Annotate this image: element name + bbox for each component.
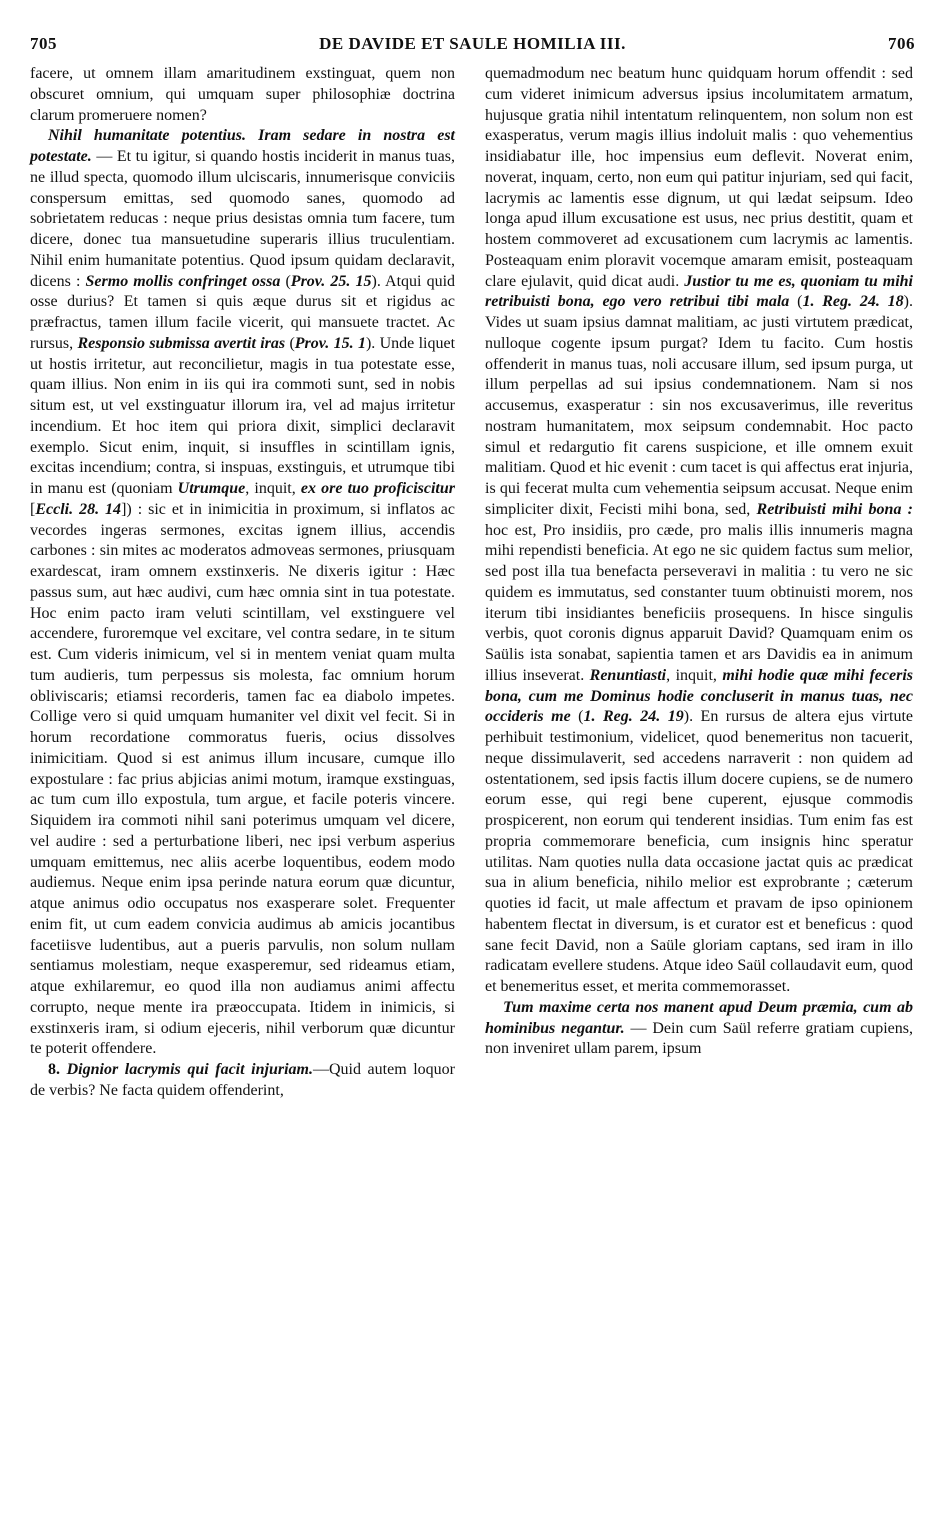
page-number-right: 706 — [888, 34, 915, 53]
left-column — [30, 64, 455, 1102]
paragraph-text: —Quid autem loquor de verbis? Ne facta quidem offenderint, — [30, 1061, 456, 1099]
scripture-quote: Renuntiasti — [589, 666, 667, 684]
paragraph-text: facere, ut omnem illam amaritudinem exstinguat, quem non obscuret omnium, qui umquam super philosophiæ doctrina clarum promeruere nomen? — [30, 65, 455, 124]
scripture-quote: Responsio submissa avertit iras — [77, 334, 286, 352]
section-heading: Nihil humanitate potentius. Iram sedare in nostra est potestate. — [30, 127, 455, 165]
paragraph-text: [ — [30, 500, 36, 518]
paragraph-text: ). Unde liquet ut hostis irritetur, aut reconcilietur, magis in tua potestate esse, quam illius. Non enim in iis qui ira commoti sunt, sed in nobis situm est, ut vel exstinguatur illorum ira, vel ad majus irritetur incendium. Et hoc item qui priora dixit, simplici declaravit exemplo. Sicut enim, inquit, si insuffles in scintillam ignis, excitas incendium; contra, si inspuas, exstinguis, et utrumque tibi in manu est (quoniam — [30, 334, 456, 497]
paragraph — [485, 998, 913, 1060]
section-number: 8. — [48, 1061, 60, 1078]
paragraph — [485, 64, 913, 998]
section-heading: Dignior lacrymis qui facit injuriam. — [66, 1061, 313, 1078]
page-number-left: 705 — [30, 34, 57, 53]
paragraph-text: — Et tu igitur, si quando hostis inciderit in manus tuas, ne illud specta, quomodo illum ulciscaris, innumerisque conviciis conspersum emittas, sed quomodo sanes, quomodo ad sobrietatem reducas : neque prius desistas omnia tum facere, tum dicere, donec tua mansuetudine superaris illius truculentiam. Nihil enim humanitate potentius. Quod ipsum quidam declaravit, dicens : — [30, 148, 455, 290]
scripture-reference: Prov. 25. 15 — [290, 272, 372, 290]
scripture-reference: Prov. 15. 1 — [294, 334, 366, 352]
paragraph-text: ). Atqui quid osse durius? Et tamen si quis æque durus sit et rigidus ac præfractus, tamen illum facile vicerit, qui mansuete tractet. Ac rursus, — [30, 272, 456, 352]
scripture-quote: Justior tu me es, quoniam tu mihi retribuisti bona, ego vero retribui tibi mala — [485, 272, 913, 311]
paragraph-text: quemadmodum nec beatum hunc quidquam horum offendit : sed cum videret inimicum adversus ipsius incolumitatem armatum, hujusque gratia nihil intentatum relinquentem, non solum non est exasperatus, verum magis illius indoluit malis : quo vehementius insidiabatur ille, hoc impensius eum deflevit. Noverat enim, noverat, inquam, certo, non eum qui patitur injuriam, sed qui facit, lacrymis ac lamentis esse dignum, ut qui lædat seipsum. Ideo longa apud illum excusatione est usus, nec prius destitit, quam et hostem commoveret ad excusationem cum lacrymis ac lamentis. Posteaquam enim ploravit vocemque amaram emisit, posteaquam clare ejulavit, quid dicat audi. — [485, 65, 913, 290]
right-column — [485, 64, 913, 1060]
scripture-quote: Sermo mollis confringet ossa — [85, 272, 281, 290]
scripture-reference: Eccli. 28. 14 — [35, 500, 122, 518]
paragraph-text: — Dein cum Saül referre gratiam cupiens, non inveniret ullam parem, ipsum — [485, 1019, 914, 1058]
paragraph-text: ). En rursus de altera ejus virtute perhibuit testimonium, videlicet, quod benemeritus non tacuerit, neque dissimulaverit, sed accedens narraverit : non quidem ad ostentationem, sed ipsis factis illum docere cupiens, se de numero eorum esse, qui regi bene cuperent, ejusque commodis prospicerent, non eorum qui tenderent insidias. Tum enim fas est propria commemorare beneficia, cum insignis hinc speratur utilitas. Nam quoties nulla data occasione jactat quis ac prædicat sua in alium beneficia, nihilo melior est exprobrante ; cæterum quoties id facit, ut male affectum et pravam de ipso opinionem habentem flectat in diversum, is et curator est et beneficus : quod sane fecit David, non a Saüle gloriam captans, sed iram in illo radicatam evellere studens. Atque ideo Saül collaudavit eum, quod et benemeritus esset, et merita commemorasset. — [485, 708, 914, 995]
scripture-quote: ex ore tuo proficiscitur — [300, 480, 455, 497]
paragraph-text: , inquit, — [666, 666, 723, 684]
section-heading: Tum maxime certa nos manent apud Deum præmia, cum ab hominibus negantur. — [485, 998, 913, 1037]
running-title: DE DAVIDE ET SAULE HOMILIA III. — [319, 34, 626, 53]
paragraph — [30, 64, 455, 126]
paragraph-text: ). Vides ut suam ipsius damnat malitiam, ac justi virtutem prædicat, nulloque cogente ipsum purgat? Idem tu facito. Cum hostis offenderit in manus tuas, noli accusare illum, sed ipsum purga, ut illum perpellas ad sui ipsius condemnationem. Nam si nos accusemus, exasperatur : sin nos excusaverimus, ille reveritus nostram humanitatem, mox seipsum condemnabit. Hoc pacto simul et redargutio fit carens suspicione, et ille omnem exuit malitiam. Quod et hic evenit : cum tacet is qui affectus erat injuria, is qui fecerat multa cum vehementia seipsum accusat. Neque enim simpliciter dixit, Fecisti mihi bona, sed, — [485, 293, 914, 518]
paragraph-text: ( — [570, 708, 584, 726]
paragraph-text: ]) : sic et in inimicitia in proximum, si inflatos ac vecordes ingeras sermones, excitas ignem illius, accendis carbones : sin mites ac moderatos admoveas sermones, priusquam exardescat, iram omnem exstinxeris. Ne dixeris igitur : Hæc passus sum, aut hæc audivi, cum hæc omnia sint in tua potestate. Hoc enim pacto iram veluti scintillam, vel exstinguere vel accendere, furoremque vel excitare, vel contra sedare, in te situm est. Cum videris inimicum, vel si in mentem veniat quam multa tum audieris, tum perpessus sis molesta, fac omnium horum obliviscaris; etiamsi recorderis, tamen fac ea diabolo impetes. Collige vero si quid umquam humaniter vel dixit vel fecit. Si in horum recordatione commoratus fueris, ocius dissolves inimicitiam. Quod si est animus illum incusare, cumque illo expostulare : fac prius abjicias animi motum, iramque exstinguas, ac tum cum illo expostula, tum argue, et facile poteris vincere. Siquidem ira commoti nihil sani poterimus umquam vel dicere, vel audire : sed a perturbatione liberi, nec ipsi verbum asperius umquam emittemus, nec aliis acerbe loquentibus, eodem modo audiemus. Neque enim ipsa perinde natura eorum quæ dicuntur, atque animus odio occupatus nos exasperare solet. Frequenter enim fit, ut cum eadem convicia audimus ab amicis jocantibus facetiisve ludentibus, aut a pueris parvulis, non solum nullam sentiamus molestiam, neque exasperemur, sed rideamus etiam, atque exhilaremur, eo quod illa non audiamus animi affectu corrupto, neque mente ira præoccupata. Itidem in inimicis, si exstinxeris iram, si odium ejeceris, nihil verborum quæ dicuntur te poterit offendere. — [30, 500, 456, 1058]
scripture-reference: 1. Reg. 24. 18 — [802, 293, 904, 311]
scripture-quote: mihi hodie quæ mihi feceris bona, cum me Dominus hodie concluserit in manus tuas, nec occideris me — [485, 666, 913, 726]
scripture-quote: Utrumque — [177, 480, 246, 497]
paragraph-text: ( — [280, 272, 291, 290]
scripture-reference: 1. Reg. 24. 19 — [583, 708, 684, 726]
paragraph — [30, 1060, 455, 1102]
paragraph-text: ( — [789, 293, 803, 311]
paragraph — [30, 126, 455, 1060]
paragraph-text: , inquit, — [245, 480, 301, 497]
paragraph-text: ( — [285, 334, 295, 352]
scripture-quote: Retribuisti mihi bona : — [756, 500, 914, 518]
paragraph-text: hoc est, Pro insidiis, pro cæde, pro malis illis innumeris magna mihi rependisti beneficia. At ego ne sic quidem factus sum melior, sed post illa tua benefacta perseveravi in malitia : tu vero ne sic quidem es immutatus, sed constanter tuum obtinuisti morem, nos iterum tibi insidiantes beneficiis prosequens. In hisce singulis verbis, quot coronis dignus apparuit David? Quamquam enim os Saülis ista sonabat, sapientia tamen et ars Davidis ea in animum illius inseverat. — [485, 521, 913, 684]
running-head — [30, 34, 915, 62]
